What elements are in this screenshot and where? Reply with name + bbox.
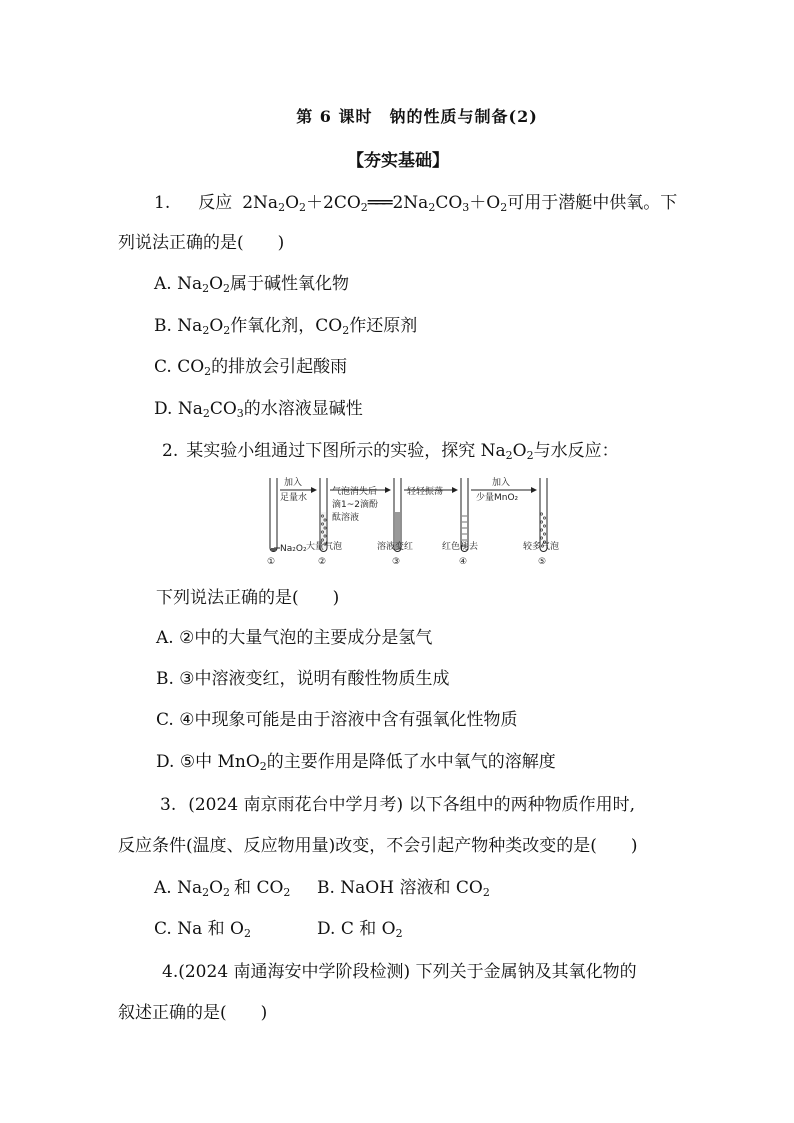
label-add-water-2: 足量水: [280, 493, 308, 503]
obs-5: 较多气泡: [523, 542, 560, 552]
q2-option-a: A. ②中的大量气泡的主要成分是氢气: [156, 628, 433, 648]
obs-3: 溶液变红: [377, 542, 414, 552]
num-4: ④: [459, 557, 468, 566]
arrow-2: [385, 487, 391, 493]
num-5: ⑤: [538, 557, 547, 566]
obs-2: 大量气泡: [306, 542, 343, 552]
lesson-title: 第 6 课时 钠的性质与制备(2): [296, 107, 538, 126]
q1-option-c: C. $CO_2$的排放会引起酸雨: [154, 357, 348, 378]
q3-option-b: B. NaOH 溶液和 $CO_2$: [317, 878, 490, 899]
test-tube-1: [270, 478, 277, 552]
q2-option-c: C. ④中现象可能是由于溶液中含有强氧化性物质: [156, 710, 518, 730]
arrow-3: [452, 487, 458, 493]
q3-number: 3.: [160, 795, 177, 815]
q4-stem-line2: 叙述正确的是( ): [118, 1003, 268, 1023]
q1-option-d: D. $Na_2CO_3$的水溶液显碱性: [154, 399, 363, 420]
obs-4: 红色褪去: [442, 542, 479, 552]
arrow-4: [531, 487, 537, 493]
q1-option-b: B. $Na_2O_2$作氧化剂，$CO_2$作还原剂: [154, 316, 418, 337]
label-step2-line1: 气泡消失后: [332, 487, 378, 497]
label-step4-line2: 少量MnO₂: [476, 493, 519, 503]
q3-option-a: A. $Na_2O_2$ 和 $CO_2$: [154, 878, 291, 899]
q1-equation: $2Na_2O_2+2CO_2═══$ $2Na_2CO_3+O_2$: [242, 193, 508, 214]
q4-number: 4.: [162, 962, 179, 982]
experiment-figure: [256, 474, 580, 566]
q4-stem-line1: 4.(2024 南通海安中学阶段检测) 下列关于金属钠及其氧化物的: [162, 962, 637, 982]
q1-stem-line1: 1. 反应 $2Na_2O_2+2CO_2═══$ $2Na_2CO_3+O_2$可用于潜艇中供氧。下: [154, 193, 678, 214]
q2-option-b: B. ③中溶液变红，说明有酸性物质生成: [156, 669, 450, 689]
num-3: ③: [392, 557, 401, 566]
label-na2o2: Na₂O₂: [280, 544, 307, 554]
arrow-1: [311, 487, 317, 493]
label-step3: 轻轻振荡: [407, 487, 444, 497]
q1-stem-line2: 列说法正确的是( ): [118, 233, 285, 253]
q2-ask: 下列说法正确的是( ): [156, 588, 340, 608]
q3-option-c: C. Na 和 $O_2$: [154, 919, 251, 940]
num-2: ②: [318, 557, 327, 566]
section-heading: 【夯实基础】: [347, 151, 449, 171]
num-1: ①: [267, 557, 276, 566]
q2-stem: 2. 某实验小组通过下图所示的实验，探究 $Na_2O_2$与水反应：: [162, 441, 619, 462]
q2-option-d: D. ⑤中 MnO$_2$的主要作用是降低了水中氧气的溶解度: [156, 752, 556, 773]
q1-option-a: A. $Na_2O_2$属于碱性氧化物: [154, 274, 350, 295]
label-add-water-1: 加入: [284, 478, 303, 488]
q3-stem-line2: 反应条件(温度、反应物用量)改变，不会引起产物种类改变的是( ): [118, 836, 638, 856]
label-step2-line3: 酞溶液: [332, 513, 360, 523]
q1-number: 1.: [154, 193, 171, 213]
q3-option-d: D. C 和 $O_2$: [317, 919, 403, 940]
q3-stem-line1: 3. (2024 南京雨花台中学月考) 以下各组中的两种物质作用时,: [160, 795, 635, 815]
test-tube-4: [461, 478, 468, 552]
label-step4-line1: 加入: [492, 478, 511, 488]
q2-number: 2.: [162, 441, 179, 461]
label-step2-line2: 滴1~2滴酚: [332, 500, 378, 510]
